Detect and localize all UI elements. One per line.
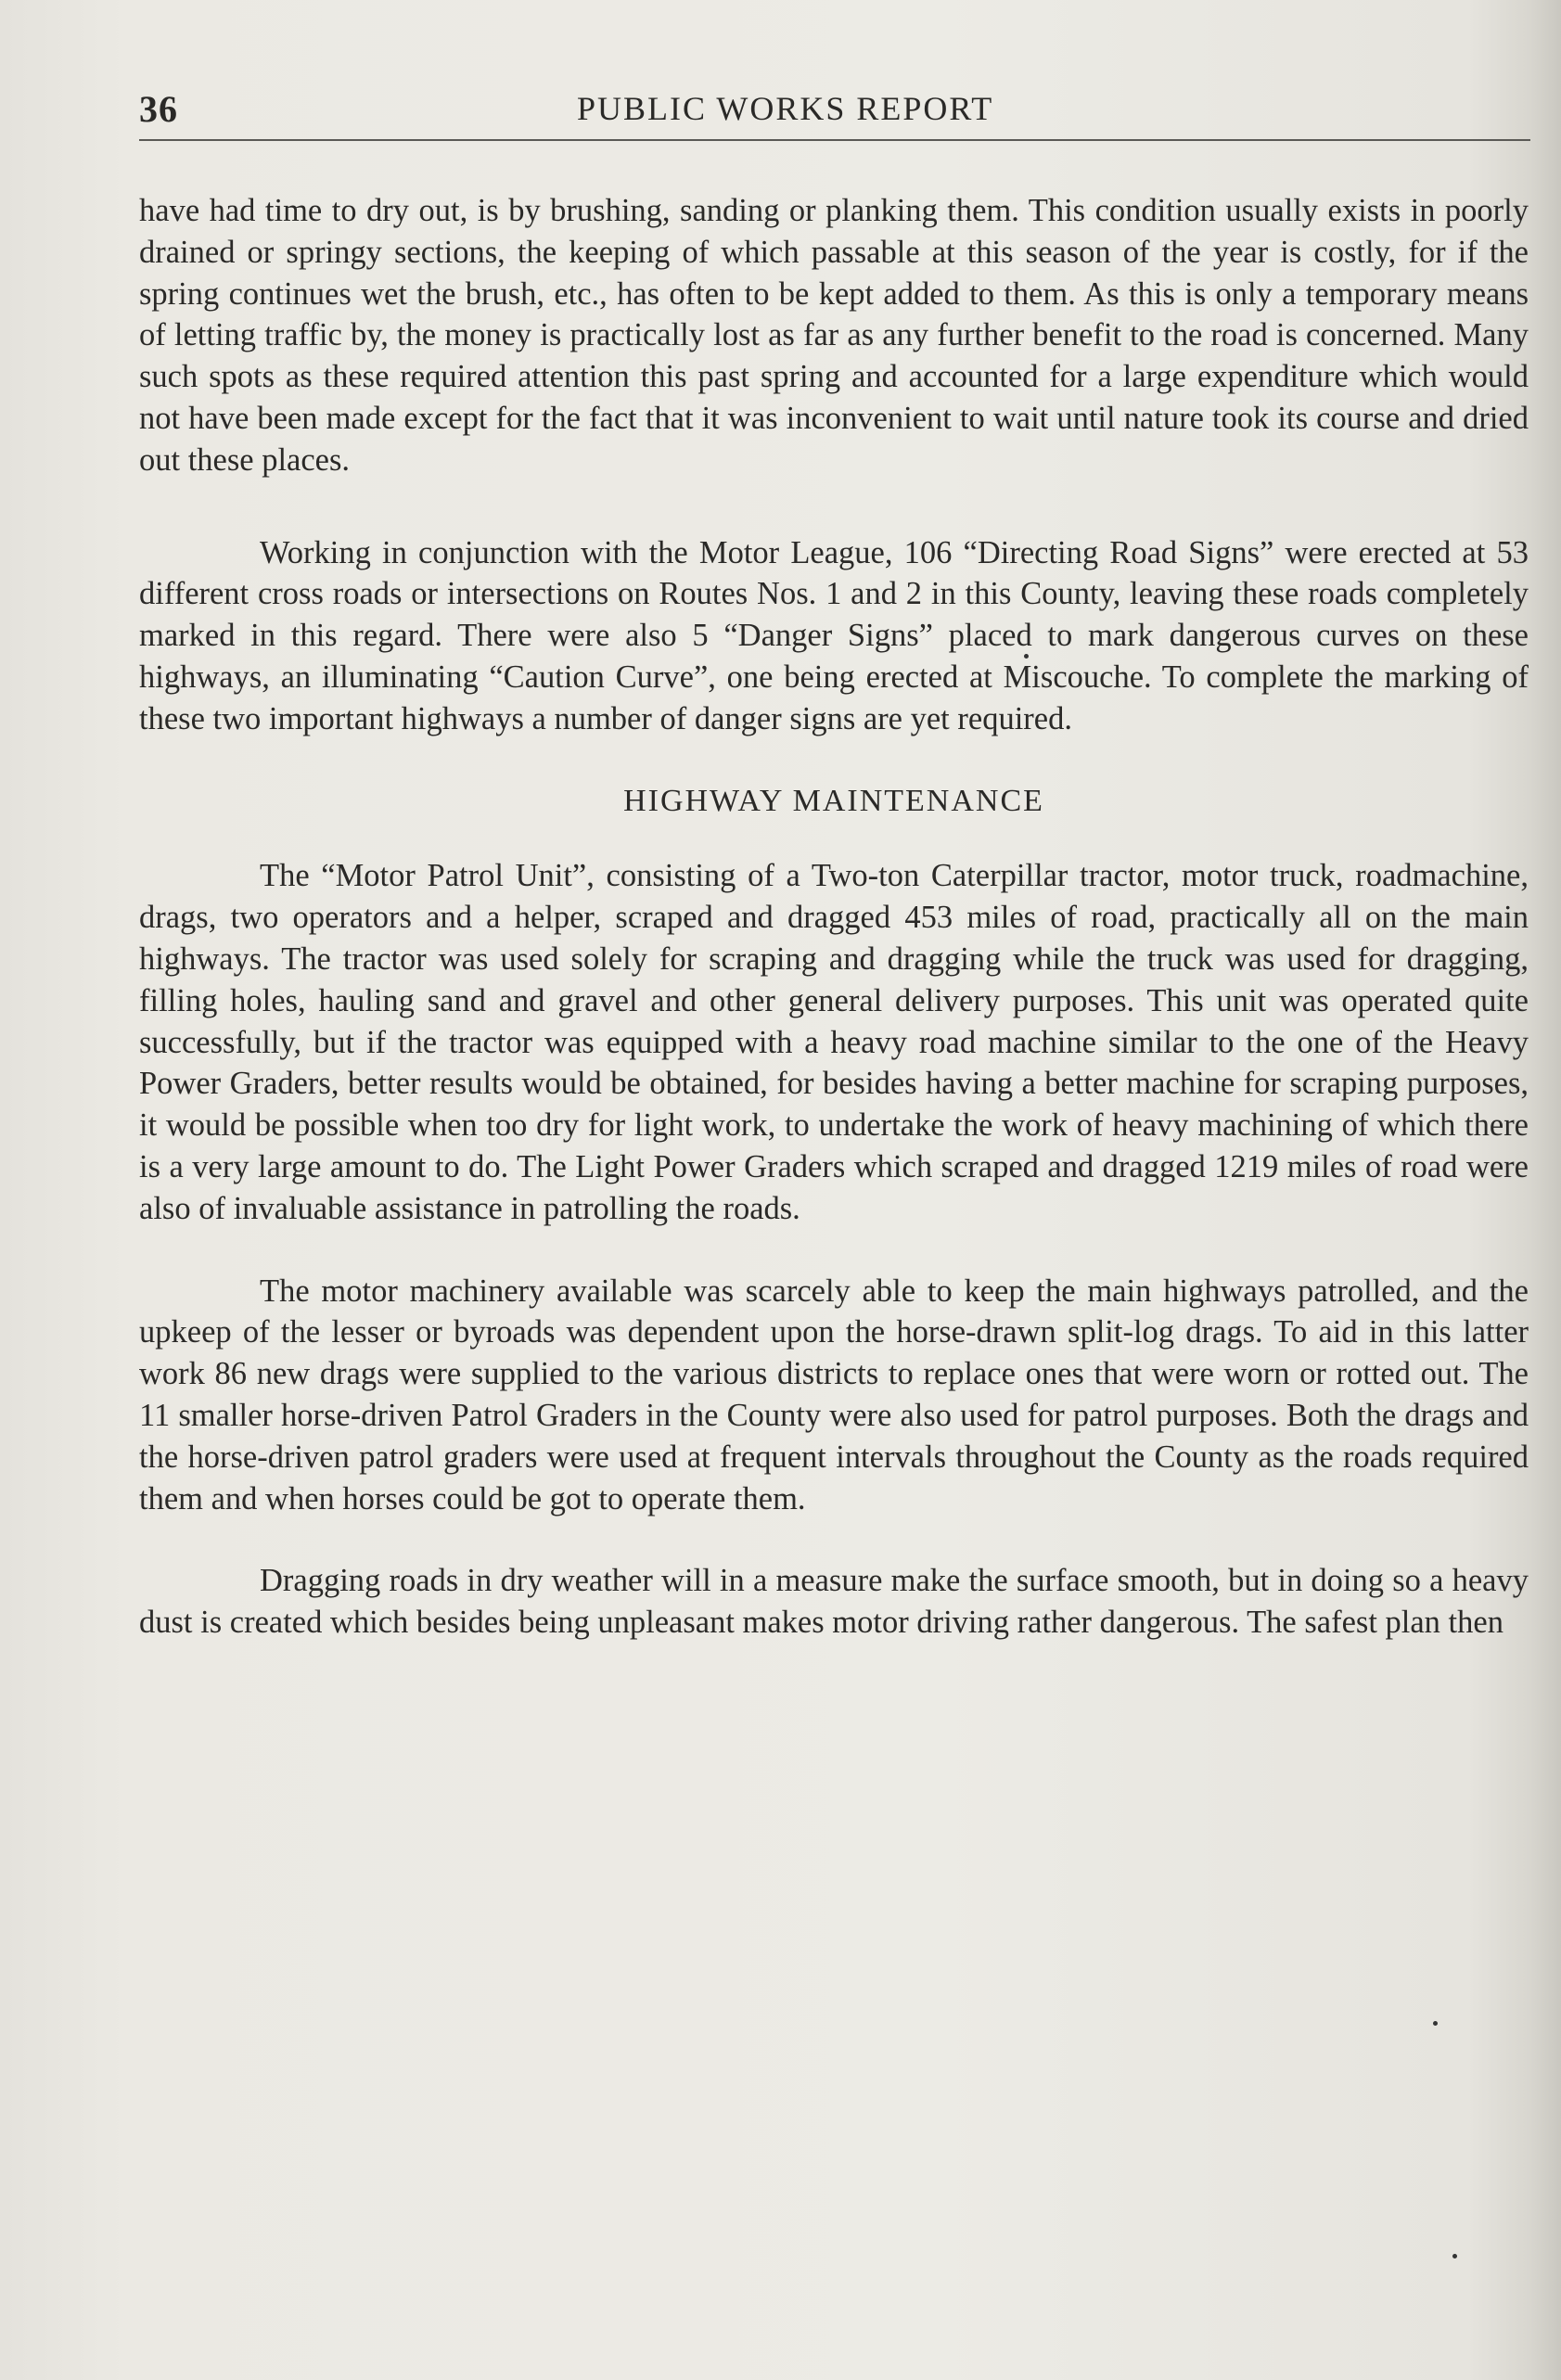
paragraph-continued: have had time to dry out, is by brushing, sanding or planking them. This condition usually exists in poorly drained or springy sections, the keeping of which passable at this season of the year is costly, for if the spring continues wet the brush, etc., has often to be kept added to them. As this is only a temporary means of letting traffic by, the money is practically lost as far as any further benefit to the road is concerned. Many such spots as these required attention this past spring and accounted for a large expenditure which would not have been made except for the fact that it was inconvenient to wait until nature took its course and dried out these places. bbox=[139, 193, 1529, 478]
paragraph-motor-patrol: The “Motor Patrol Unit”, consisting of a Two-ton Caterpillar tractor, motor truck, roadmachine, drags, two operators and a helper, scraped and dragged 453 miles of road, practically all on the main highways. The tractor was used solely for scraping and dragging while the truck was used for dragging, filling holes, hauling sand and gravel and other general delivery purposes. This unit was operated quite successfully, but if the tractor was equipped with a heavy road machine similar to the one of the Heavy Power Graders, better results would be obtained, for besides having a better machine for scraping purposes, it would be possible when too dry for light work, to undertake the work of heavy machining of which there is a very large amount to do. The Light Power Graders which scraped and dragged 1219 miles of road were also of invaluable assistance in patrolling the roads. bbox=[139, 858, 1529, 1226]
paragraph-horse-drags: The motor machinery available was scarcely able to keep the main highways patrolled, and the upkeep of the lesser or byroads was dependent upon the horse-drawn split-log drags. To aid in this latter work 86 new drags were supplied to the various districts to replace ones that were worn or rotted out. The 11 smaller horse-driven Patrol Graders in the County were also used for patrol purposes. Both the drags and the horse-driven patrol graders were used at frequent intervals throughout the County as the roads required them and when horses could be got to operate them. bbox=[139, 1273, 1529, 1516]
running-head: PUBLIC WORKS REPORT bbox=[577, 90, 994, 127]
ink-speck bbox=[1433, 2021, 1438, 2026]
section-heading: HIGHWAY MAINTENANCE bbox=[623, 783, 1044, 818]
body-text bbox=[139, 190, 1529, 1644]
page-number: 36 bbox=[139, 88, 178, 130]
page-header bbox=[139, 82, 1530, 137]
header-rule bbox=[139, 139, 1530, 141]
ink-speck bbox=[1024, 654, 1029, 659]
paragraph-road-signs: Working in conjunction with the Motor League, 106 “Directing Road Signs” were erected at 53 different cross roads or intersections on Routes Nos. 1 and 2 in this County, leaving these roads completely marked in this regard. There were also 5 “Danger Signs” placed to mark dangerous curves on these highways, an illuminating “Caution Curve”, one being erected at Miscouche. To complete the marking of these two important highways a number of danger signs are yet required. bbox=[139, 534, 1529, 736]
paragraph-dragging-dry: Dragging roads in dry weather will in a measure make the surface smooth, but in doing so a heavy dust is created which besides being unpleasant makes motor driving rather dangerous. The safest plan then bbox=[139, 1563, 1529, 1641]
ink-speck bbox=[1452, 2254, 1457, 2258]
